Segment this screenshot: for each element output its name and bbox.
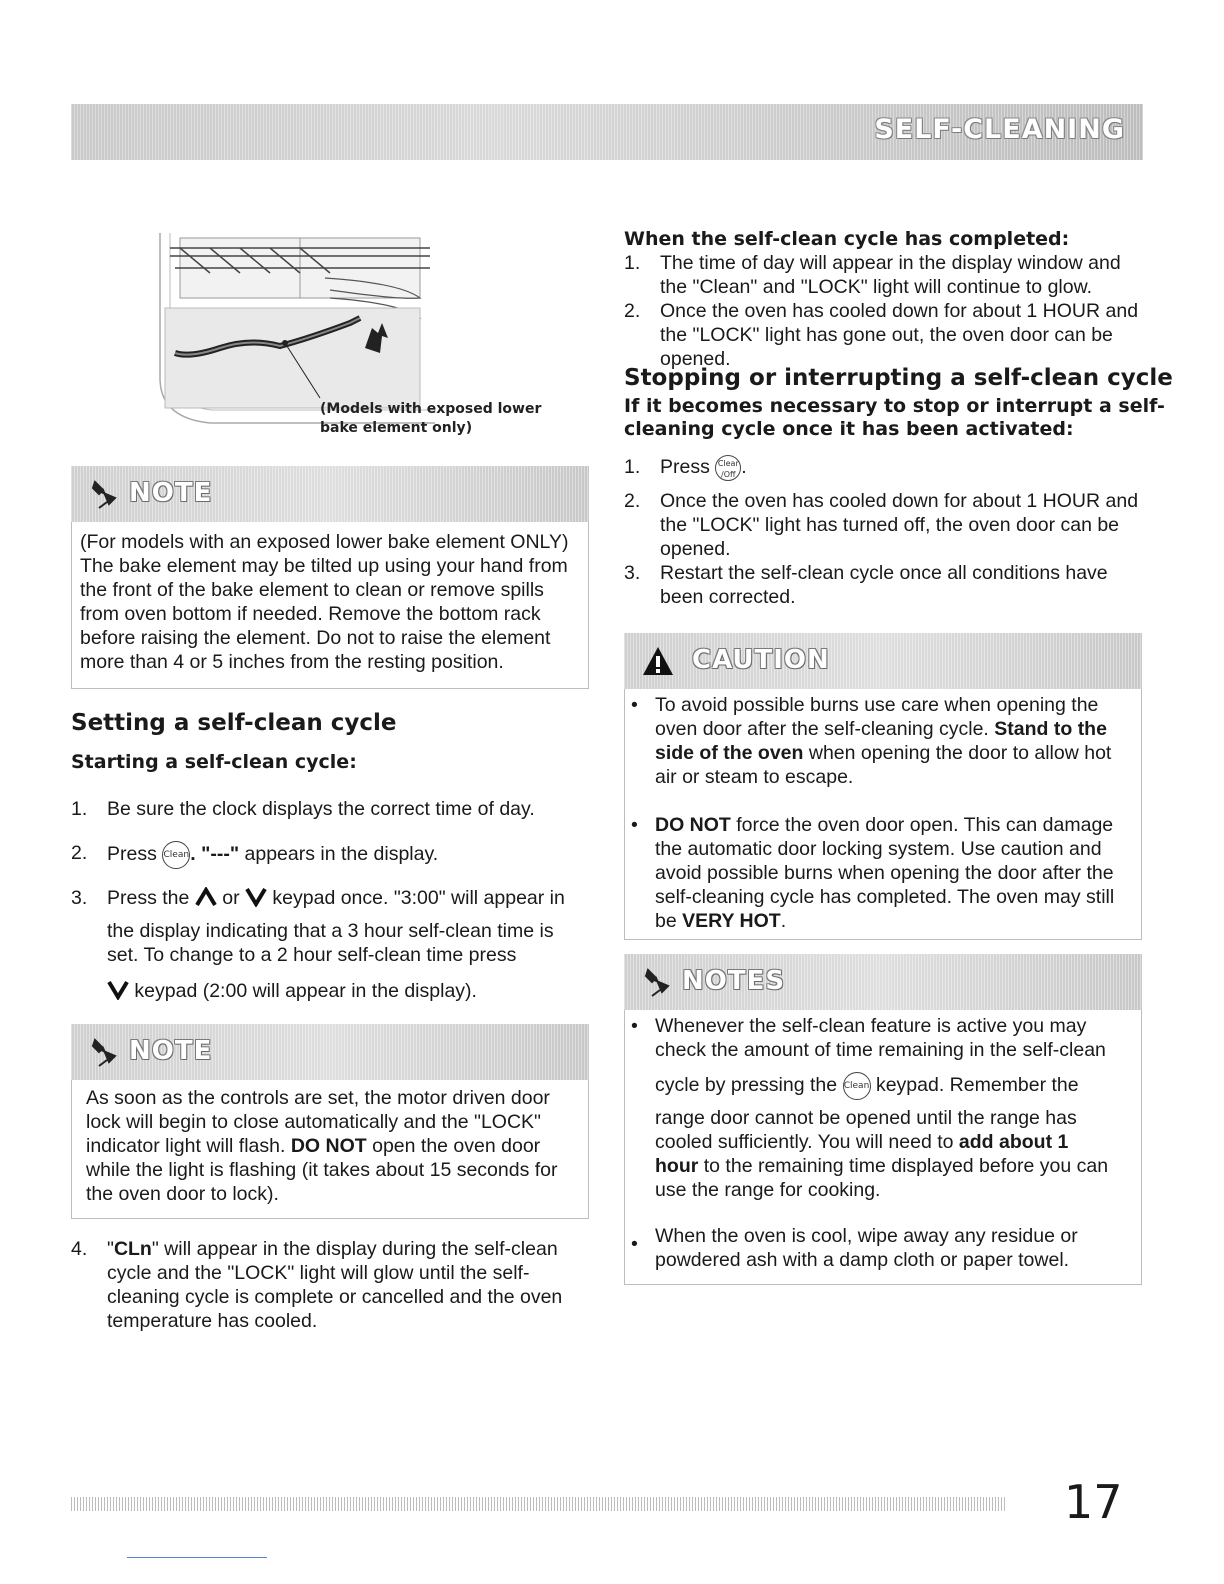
step-text: The time of day will appear in the display window and: [660, 252, 1121, 274]
completed-step-2: [624, 299, 1144, 371]
bullet-icon: •: [631, 1015, 638, 1037]
step-number: 2.: [71, 842, 88, 864]
step-number: 3.: [624, 562, 641, 584]
step-text: cycle and the "LOCK" light will glow until the self-: [107, 1262, 530, 1284]
step-text: Once the oven has cooled down for about 1 HOUR and: [660, 300, 1139, 322]
step-text: been corrected.: [660, 586, 796, 608]
note-line: the oven door to lock).: [86, 1183, 279, 1205]
notes-text: powdered ash with a damp cloth or paper towel.: [655, 1249, 1070, 1271]
caution-text: oven door after the self-cleaning cycle.: [655, 718, 995, 740]
notes-text: keypad. Remember the: [875, 1074, 1079, 1097]
note-line: from oven bottom if needed. Remove the bottom rack: [80, 603, 541, 625]
step-number: 1.: [624, 456, 641, 478]
notes-text: cycle by pressing the: [655, 1074, 838, 1097]
step-text: .: [741, 456, 747, 479]
notes-header: [624, 954, 1142, 1010]
step-text: opened.: [660, 348, 731, 370]
note-body: [71, 522, 589, 689]
note-label: NOTE: [129, 478, 213, 508]
caution-text-bold: side of the oven: [655, 742, 804, 764]
notes-text-bold: hour: [655, 1155, 699, 1177]
step-text: Press: [107, 843, 157, 866]
caution-text: To avoid possible burns use care when opening the: [655, 694, 1099, 716]
note-line: before raising the element. Do not to raise the element: [80, 627, 551, 649]
stopping-subheading: [624, 395, 1165, 441]
down-arrow-key-icon: [245, 887, 267, 907]
caution-text: the automatic door locking system. Use caution and: [655, 838, 1102, 860]
notes-text: use the range for cooking.: [655, 1179, 881, 1201]
notes-text: Whenever the self-clean feature is active you may: [655, 1015, 1087, 1037]
note-header: [71, 1024, 589, 1080]
caution-header: [624, 633, 1142, 689]
notes-label: NOTES: [682, 966, 786, 996]
step-number: 2.: [624, 490, 641, 512]
section-banner: [71, 104, 1143, 160]
caption-line: (Models with exposed lower: [320, 401, 542, 417]
step-text: keypad (2:00 will appear in the display).: [134, 980, 477, 1002]
step-text-bold: CLn: [113, 1238, 152, 1260]
note-body: [71, 1080, 589, 1219]
note-box-element: [71, 466, 589, 689]
caution-box: [624, 633, 1142, 940]
footer-rule: [127, 1557, 267, 1558]
setting-heading: Setting a self-clean cycle: [71, 710, 397, 736]
footer-bar: [71, 1497, 1006, 1511]
pushpin-icon: [89, 478, 121, 510]
step-text: set. To change to a 2 hour self-clean time press: [107, 944, 517, 966]
step-text: the display indicating that a 3 hour self-clean time is: [107, 920, 554, 942]
step-number: 2.: [624, 300, 641, 322]
page-number: 17: [1064, 1475, 1123, 1529]
step-text-bold: . "---": [190, 843, 240, 866]
bullet-icon: •: [631, 1233, 638, 1255]
completed-step-1: [624, 251, 1144, 299]
caution-label: CAUTION: [692, 645, 830, 675]
key-label: /Off: [721, 470, 736, 479]
caution-text-bold: Stand to the: [994, 718, 1107, 740]
stopping-heading: Stopping or interrupting a self-clean cycle: [624, 365, 1173, 391]
caution-body: [624, 689, 1142, 940]
caution-text-bold: DO NOT: [655, 814, 731, 836]
step-text: or: [222, 887, 240, 909]
step-text: " will appear in the display during the self-clean: [151, 1238, 558, 1260]
notes-text: to the remaining time displayed before you can: [698, 1155, 1109, 1177]
caution-text: air or steam to escape.: [655, 766, 854, 788]
notes-box: [624, 954, 1142, 1285]
starting-subheading: Starting a self-clean cycle:: [71, 751, 357, 773]
pushpin-icon: [642, 966, 674, 998]
note-line: The bake element may be tilted up using your hand from: [80, 555, 568, 577]
notes-text: When the oven is cool, wipe away any residue or: [655, 1225, 1078, 1247]
step-text: Press: [660, 456, 710, 479]
caution-text: avoid possible burns when opening the door after the: [655, 862, 1114, 884]
clean-key-icon: Clean: [162, 841, 190, 869]
notes-text-bold: add about 1: [958, 1131, 1069, 1153]
step-text: appears in the display.: [239, 843, 439, 866]
step-text: the "Clean" and "LOCK" light will continue to glow.: [660, 276, 1093, 298]
up-arrow-key-icon: [195, 887, 217, 907]
notes-text: check the amount of time remaining in the self-clean: [655, 1039, 1106, 1061]
completed-steps: [624, 251, 1144, 371]
caution-text: be: [655, 910, 683, 932]
step-number: 1.: [624, 252, 641, 274]
section-title: SELF-CLEANING: [874, 114, 1125, 145]
step-text: ": [107, 1238, 114, 1260]
step-text: temperature has cooled.: [107, 1310, 318, 1332]
note-text: indicator light will flash.: [86, 1135, 291, 1157]
note-text: open the oven door: [366, 1135, 541, 1157]
caution-text: .: [780, 910, 787, 932]
down-arrow-key-icon: [107, 980, 129, 1000]
note-line: (For models with an exposed lower bake element ONLY): [80, 531, 569, 553]
subheading-line: If it becomes necessary to stop or interrupt a self-: [624, 395, 1165, 417]
note-line: while the light is flashing (it takes about 15 seconds for: [86, 1159, 558, 1181]
note-header: [71, 466, 589, 522]
bullet-icon: •: [631, 694, 638, 716]
step-number: 3.: [71, 887, 88, 909]
note-line: As soon as the controls are set, the motor driven door: [86, 1087, 550, 1109]
clear-off-key-icon: [715, 455, 741, 481]
note-label: NOTE: [129, 1036, 213, 1066]
caution-text: force the oven door open. This can damage: [730, 814, 1114, 836]
caution-text: when opening the door to allow hot: [803, 742, 1112, 764]
step-text: Once the oven has cooled down for about 1 HOUR and: [660, 490, 1139, 512]
key-label: Clear: [717, 459, 739, 468]
caption-line: bake element only): [320, 420, 473, 436]
step-text: opened.: [660, 538, 731, 560]
completed-heading: When the self-clean cycle has completed:: [624, 228, 1070, 250]
note-line: more than 4 or 5 inches from the resting position.: [80, 651, 504, 673]
note-line: the front of the bake element to clean or remove spills: [80, 579, 544, 601]
notes-text: range door cannot be opened until the range has: [655, 1107, 1077, 1129]
notes-text: cooled sufficiently. You will need to: [655, 1131, 959, 1153]
step-number: 1.: [71, 798, 88, 820]
step-text: Press the: [107, 887, 190, 909]
note-text-bold: DO NOT: [290, 1135, 367, 1157]
pushpin-icon: [89, 1036, 121, 1068]
caution-text-bold: VERY HOT: [682, 910, 781, 932]
step-number: 4.: [71, 1238, 88, 1260]
illustration-caption: [320, 400, 541, 438]
subheading-line: cleaning cycle once it has been activated:: [624, 418, 1074, 440]
bullet-icon: •: [631, 814, 638, 836]
step-text: the "LOCK" light has gone out, the oven door can be: [660, 324, 1113, 346]
notes-body: [624, 1010, 1142, 1285]
clean-key-icon: Clean: [843, 1072, 871, 1100]
step-text: cleaning cycle is complete or cancelled and the oven: [107, 1286, 563, 1308]
step-text: Be sure the clock displays the correct time of day.: [107, 798, 535, 820]
note-box-door-lock: [71, 1024, 589, 1219]
step-text: Restart the self-clean cycle once all conditions have: [660, 562, 1108, 584]
step-text: the "LOCK" light has turned off, the oven door can be: [660, 514, 1120, 536]
step-text: keypad once. "3:00" will appear in: [272, 887, 565, 909]
note-line: lock will begin to close automatically and the "LOCK": [86, 1111, 541, 1133]
caution-text: self-cleaning cycle has completed. The oven may still: [655, 886, 1115, 908]
warning-triangle-icon: [642, 645, 674, 677]
